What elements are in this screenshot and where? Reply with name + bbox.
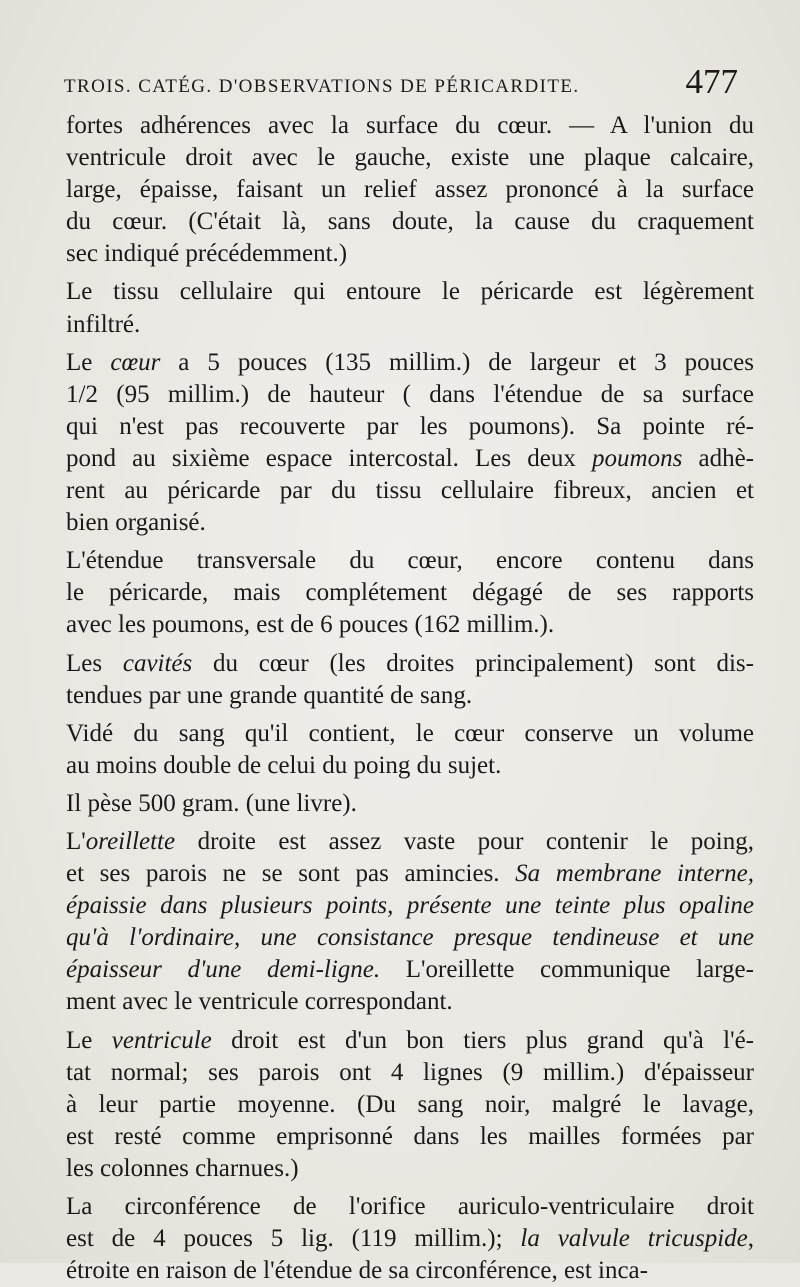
text-line — [66, 609, 754, 641]
text-line — [66, 1057, 754, 1089]
text-line — [66, 379, 754, 411]
paragraph — [66, 718, 754, 782]
text-line — [66, 1255, 754, 1287]
text-run: droit est d'un bon tiers plus grand qu'à l'é- — [211, 1026, 754, 1054]
italic-run: cœur — [110, 348, 161, 376]
text-line — [66, 1121, 754, 1153]
text-run: est resté comme emprisonné dans les mailles formées par — [66, 1122, 754, 1150]
page-number: 477 — [685, 62, 738, 101]
italic-run: qu'à l'ordinaire, une consistance presque tendineuse et une — [66, 924, 754, 952]
text-line — [66, 475, 754, 507]
text-run: du cœur. (C'était là, sans doute, la cause du craquement — [66, 208, 754, 236]
text-line — [66, 411, 754, 443]
text-line — [66, 347, 754, 379]
paragraph — [66, 347, 754, 540]
text-run: Il pèse 500 gram. (une livre). — [66, 789, 357, 817]
text-line — [66, 577, 754, 609]
paragraph — [66, 276, 754, 340]
text-run: Les — [66, 649, 123, 677]
page-header — [60, 58, 740, 102]
text-run: large, épaisse, faisant un relief assez prononcé à la surface — [66, 176, 754, 204]
paragraph — [66, 1025, 754, 1185]
italic-run: cavités — [122, 649, 193, 677]
body-text — [66, 110, 754, 1287]
text-line — [66, 545, 754, 577]
text-line — [66, 1153, 754, 1185]
text-line — [66, 750, 754, 782]
text-run: avec les poumons, est de 6 pouces (162 millim.). — [66, 611, 555, 639]
text-run: , — [747, 1225, 754, 1253]
text-run: au moins double de celui du poing du sujet. — [66, 751, 502, 779]
text-line — [66, 680, 754, 712]
text-run: droite est assez vaste pour contenir le poing, — [175, 827, 754, 855]
text-line — [66, 238, 754, 270]
text-line — [66, 890, 754, 922]
text-line — [66, 1223, 754, 1255]
text-line — [66, 858, 754, 890]
paragraph — [66, 545, 754, 641]
paragraph — [66, 788, 754, 820]
text-run: Le — [66, 348, 111, 376]
italic-run: épaisseur d'une demi-ligne. — [66, 956, 381, 984]
text-line — [66, 174, 754, 206]
text-run: 1/2 (95 millim.) de hauteur ( dans l'étendue de sa surface — [66, 380, 754, 408]
text-run: les colonnes charnues.) — [66, 1154, 299, 1182]
text-run: L' — [66, 827, 86, 855]
text-line — [66, 443, 754, 475]
text-line — [66, 922, 754, 954]
text-run: infiltré. — [66, 310, 141, 338]
text-run: ment avec le ventricule correspondant. — [66, 988, 453, 1016]
text-line — [66, 507, 754, 539]
text-line — [66, 788, 754, 820]
paragraph — [66, 648, 754, 712]
text-line — [66, 648, 754, 680]
text-run: étroite en raison de l'étendue de sa circonférence, est inca- — [66, 1257, 648, 1285]
text-line — [66, 206, 754, 238]
text-line — [66, 276, 754, 308]
italic-run: ventricule — [111, 1026, 212, 1054]
text-run: tendues par une grande quantité de sang. — [66, 681, 473, 709]
paragraph — [66, 110, 754, 270]
italic-run: Sa membrane interne, — [515, 860, 755, 888]
text-line — [66, 142, 754, 174]
running-head: TROIS. CATÉG. D'OBSERVATIONS DE PÉRICARDITE. — [64, 76, 580, 97]
text-line — [66, 309, 754, 341]
paragraph — [66, 1191, 754, 1287]
text-line — [66, 1025, 754, 1057]
text-run: bien organisé. — [66, 509, 206, 537]
text-run: est de 4 pouces 5 lig. (119 millim.); — [66, 1225, 521, 1253]
text-line — [66, 986, 754, 1018]
text-run: à leur partie moyenne. (Du sang noir, malgré le lavage, — [66, 1090, 754, 1118]
italic-run: la valvule tricuspide — [520, 1225, 748, 1253]
text-run: Le — [66, 1026, 112, 1054]
text-run: du cœur (les droites principalement) sont dis- — [192, 649, 754, 677]
italic-run: oreillette — [85, 827, 176, 855]
text-run: tat normal; ses parois ont 4 lignes (9 millim.) d'épaisseur — [66, 1058, 754, 1086]
paragraph — [66, 826, 754, 1019]
text-line — [66, 954, 754, 986]
text-line — [66, 718, 754, 750]
text-run: Le tissu cellulaire qui entoure le péricarde est légèrement — [66, 278, 754, 306]
text-run: rent au péricarde par du tissu cellulaire fibreux, ancien et — [66, 477, 754, 505]
text-run: a 5 pouces (135 millim.) de largeur et 3 pouces — [160, 348, 754, 376]
text-line — [66, 826, 754, 858]
text-run: ventricule droit avec le gauche, existe une plaque calcaire, — [66, 144, 754, 172]
text-run: qui n'est pas recouverte par les poumons). Sa pointe ré- — [66, 412, 754, 440]
text-run: La circonférence de l'orifice auriculo-ventriculaire droit — [66, 1193, 754, 1220]
text-run: Vidé du sang qu'il contient, le cœur conserve un volume — [66, 719, 754, 747]
text-run: le péricarde, mais complétement dégagé de ses rapports — [66, 579, 754, 607]
text-run: et ses parois ne se sont pas amincies. — [66, 860, 516, 888]
text-run: L'étendue transversale du cœur, encore contenu dans — [66, 547, 754, 575]
text-line — [66, 1089, 754, 1121]
text-line — [66, 110, 754, 142]
text-run: adhè- — [682, 444, 754, 472]
text-run: pond au sixième espace intercostal. Les deux — [66, 444, 593, 472]
italic-run: épaissie dans plusieurs points, présente une teinte plus opaline — [66, 892, 754, 920]
text-line — [66, 1191, 754, 1223]
text-run: fortes adhérences avec la surface du cœur. — A l'union du — [66, 112, 754, 139]
italic-run: poumons — [592, 444, 683, 472]
text-run: L'oreillette communique large- — [380, 956, 754, 984]
text-run: sec indiqué précédemment.) — [66, 240, 348, 268]
